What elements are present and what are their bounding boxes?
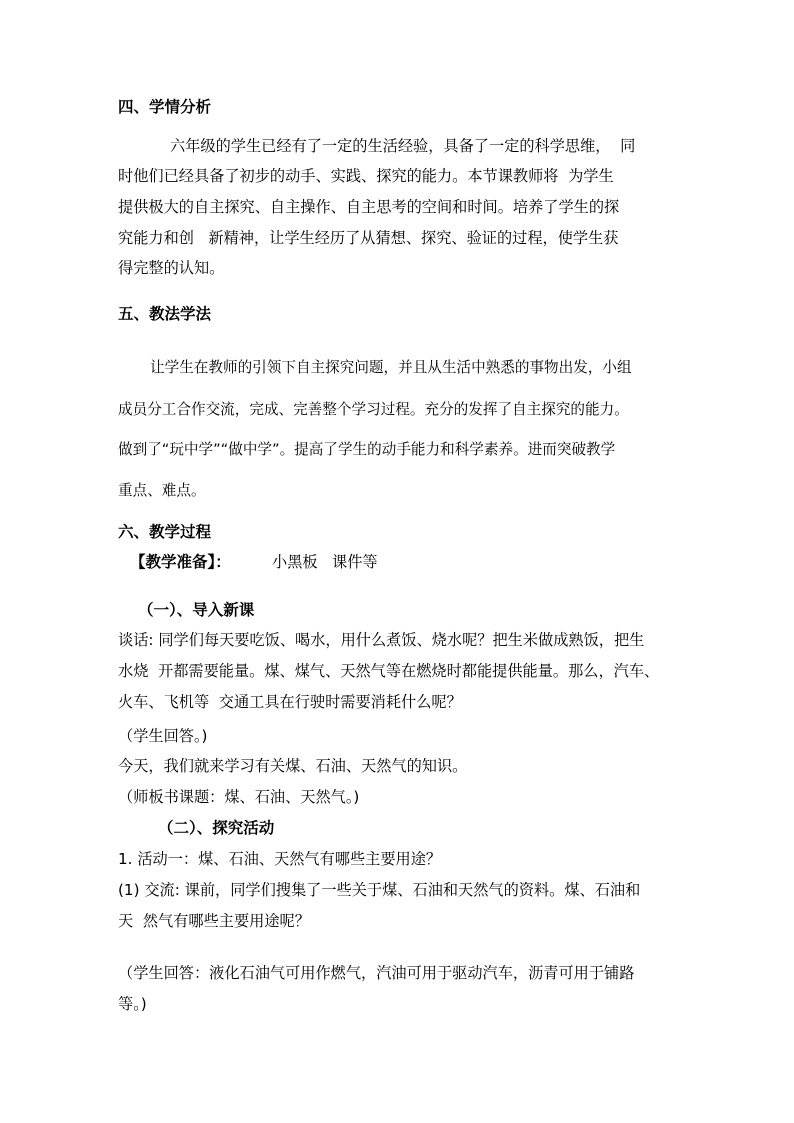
paragraph-line: 时他们已经具备了初步的动手、实践、探究的能力。本节课教师将 为学生 — [118, 167, 614, 185]
prep-value: 小黑板 课件等 — [272, 553, 378, 571]
paragraph-line: 1. 活动一：煤、石油、天然气有哪些主要用途？ — [118, 850, 442, 868]
paragraph-line: 成员分工合作交流，完成、完善整个学习过程。充分的发挥了自主探究的能力。 — [118, 401, 629, 418]
section-heading-teaching-process: 六、教学过程 — [118, 523, 212, 541]
paragraph-line: 水烧 开都需要能量。煤、煤气、天然气等在燃烧时都能提供能量。那么，汽车、 — [118, 662, 660, 680]
paragraph-line: (1) 交流: 课前，同学们搜集了一些关于煤、石油和天然气的资料。煤、石油和 — [118, 881, 641, 899]
paragraph-line: 天 然气有哪些主要用途呢？ — [118, 912, 310, 930]
subheading-introduction: （一）、导入新课 — [138, 601, 255, 619]
paragraph-line: 做到了“玩中学”“做中学”。提高了学生的动手能力和科学素养。进而突破教学 — [118, 441, 616, 458]
paragraph-line: 六年级的学生已经有了一定的生活经验，具备了一定的科学思维， 同 — [170, 137, 636, 155]
prep-label: 【教学准备】： — [130, 553, 231, 571]
paragraph-line: （学生回答。) — [118, 727, 208, 745]
paragraph-line: 得完整的认知。 — [118, 259, 225, 277]
section-heading-teaching-methods: 五、教法学法 — [118, 305, 212, 323]
paragraph-line: 究能力和创 新精神，让学生经历了从猜想、探究、验证的过程，使学生获 — [118, 229, 619, 247]
paragraph-line: 今天，我们就来学习有关煤、石油、天然气的知识。 — [118, 757, 468, 775]
subheading-inquiry-activity: （二）、探究活动 — [158, 819, 275, 837]
paragraph-line: 火车、飞机等 交通工具在行驶时需要消耗什么呢？ — [118, 693, 462, 711]
paragraph-line: 重点、难点。 — [118, 482, 206, 499]
paragraph-line: 谈话: 同学们每天要吃饭、喝水，用什么煮饭、烧水呢？把生米做成熟饭，把生 — [118, 631, 645, 649]
paragraph-line: 让学生在教师的引领下自主探究问题，并且从生活中熟悉的事物出发，小组 — [150, 359, 632, 376]
paragraph-line: 提供极大的自主探究、自主操作、自主思考的空间和时间。培养了学生的探 — [118, 198, 620, 216]
section-heading-learner-analysis: 四、学情分析 — [118, 98, 212, 116]
paragraph-line: 等。) — [118, 995, 147, 1013]
paragraph-line: （学生回答：液化石油气可用作燃气，汽油可用于驱动汽车，沥青可用于铺路 — [118, 964, 635, 982]
paragraph-line: （师板书课题：煤、石油、天然气。) — [118, 788, 360, 806]
